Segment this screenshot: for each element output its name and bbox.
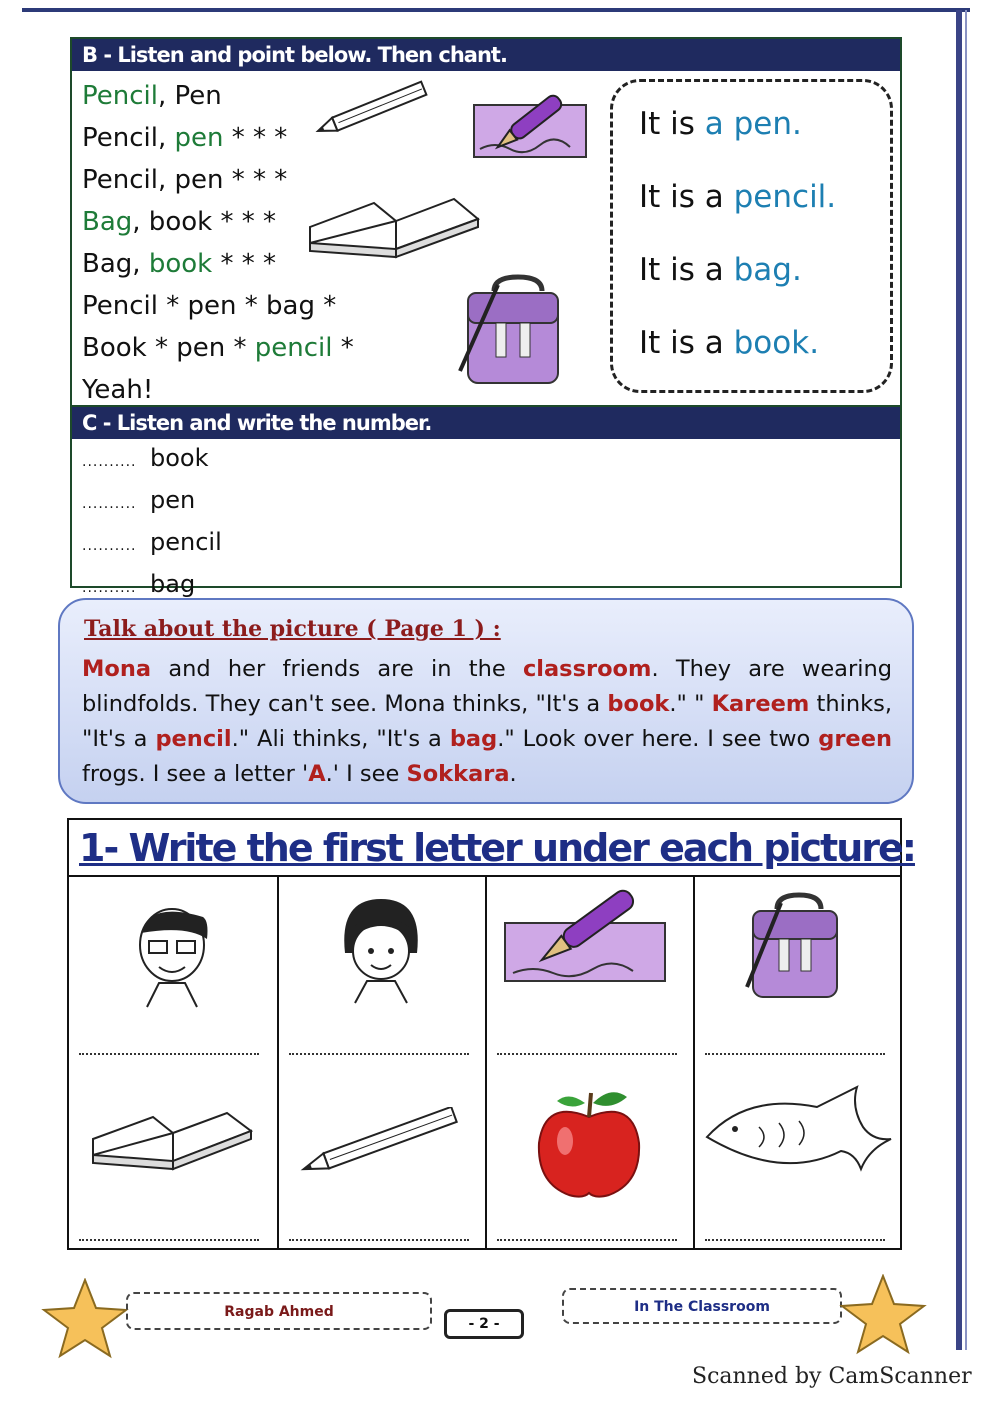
page-number: - 2 - [444, 1309, 524, 1339]
number-list [82, 439, 222, 607]
sentence-1 [639, 106, 802, 142]
pencil-icon [310, 79, 440, 139]
apple-icon [529, 1083, 649, 1203]
chant-word: * * * [212, 249, 276, 279]
talk-word: A [308, 761, 326, 787]
sentence-box [610, 79, 893, 393]
talk-word: . They are wearing blindfolds. They can't see. Mona thinks, "It's a [82, 656, 893, 717]
talk-word: . [509, 761, 517, 787]
chant-word: book [148, 249, 213, 279]
talk-word: and her friends are in the [151, 656, 523, 682]
sentence-2 [639, 179, 836, 215]
sentence-text: It is a [639, 252, 734, 288]
talk-word: Mona [82, 656, 152, 682]
chant-line [82, 285, 354, 327]
exercise-title: 1- Write the first letter under each picture: [79, 826, 915, 870]
section-c [70, 405, 902, 598]
section-c-heading: C - Listen and write the number. [72, 407, 900, 439]
sentence-3 [639, 252, 802, 288]
chant-word: Pencil, pen * * * [82, 165, 288, 195]
answer-line[interactable] [497, 1239, 677, 1241]
chant-word: pencil [254, 333, 333, 363]
chant-word: Bag, [82, 249, 149, 279]
answer-line[interactable] [705, 1053, 885, 1055]
chant-word: pen [174, 123, 224, 153]
grid-column-3 [485, 877, 689, 1250]
talk-word: Sokkara [406, 761, 510, 787]
exercise-1 [67, 818, 915, 1250]
chant-word: Pencil [82, 81, 158, 111]
watermark: Scanned by CamScanner [692, 1364, 972, 1389]
sentence-text: It is [639, 106, 705, 142]
sentence-text: a pen. [704, 106, 802, 142]
answer-line[interactable] [289, 1239, 469, 1241]
pencil-icon [293, 1107, 469, 1177]
bag-icon [745, 891, 845, 1001]
section-b-heading: B - Listen and point below. Then chant. [72, 39, 900, 71]
author-box: Ragab Ahmed [126, 1292, 432, 1330]
grid-column-2 [277, 877, 481, 1250]
sentence-text: bag. [733, 252, 802, 288]
sentence-text: It is a [639, 325, 734, 361]
unit-box: In The Classroom [562, 1288, 842, 1324]
pen-icon [499, 887, 671, 987]
talk-box [58, 598, 914, 804]
boy-icon [127, 897, 217, 1009]
talk-word: pencil [155, 726, 232, 752]
book-icon [304, 191, 484, 263]
list-item[interactable]: .......... pen [82, 486, 196, 514]
bag-icon [458, 271, 568, 389]
list-item[interactable]: .......... bag [82, 570, 196, 598]
chant-word: , book * * * [132, 207, 276, 237]
pen-icon [470, 87, 592, 162]
star-icon [40, 1278, 130, 1360]
talk-word: ." Look over here. I see two [497, 726, 819, 752]
chant-word: Bag [82, 207, 133, 237]
section-b [70, 37, 902, 407]
talk-word: .' I see [325, 761, 407, 787]
sentence-text: pencil. [733, 179, 837, 215]
fish-icon [699, 1077, 899, 1177]
chant-word: * [332, 333, 354, 363]
sentence-text: book. [733, 325, 820, 361]
picture-grid [69, 875, 900, 1250]
talk-word: green [818, 726, 892, 752]
chant-word: Pencil * pen * bag * [82, 291, 337, 321]
chant-line [82, 327, 354, 369]
answer-line[interactable] [497, 1053, 677, 1055]
talk-word: thinks, "It's a [82, 691, 893, 752]
chant-word: Book * pen * [82, 333, 255, 363]
star-icon [838, 1274, 928, 1356]
top-border [22, 8, 970, 12]
answer-line[interactable] [79, 1239, 259, 1241]
answer-line[interactable] [79, 1053, 259, 1055]
talk-word: ." Ali thinks, "It's a [231, 726, 450, 752]
right-border-thin [965, 10, 967, 1350]
grid-column-1 [69, 877, 273, 1250]
chant-word: , Pen [157, 81, 222, 111]
sentence-text: It is a [639, 179, 734, 215]
answer-line[interactable] [705, 1239, 885, 1241]
talk-word: bag [449, 726, 498, 752]
talk-text [82, 652, 892, 792]
chant-word: Yeah! [82, 375, 154, 405]
chant-word: Pencil, [82, 123, 175, 153]
talk-word: Kareem [711, 691, 810, 717]
answer-line[interactable] [289, 1053, 469, 1055]
list-item[interactable]: .......... pencil [82, 528, 222, 556]
book-icon [87, 1105, 257, 1175]
list-item[interactable]: .......... book [82, 444, 209, 472]
talk-word: frogs. I see a letter ' [82, 761, 309, 787]
talk-word: ." " [669, 691, 712, 717]
grid-column-4 [693, 877, 897, 1250]
sentence-4 [639, 325, 819, 361]
talk-word: book [607, 691, 670, 717]
right-border [956, 10, 962, 1350]
talk-word: classroom [522, 656, 652, 682]
talk-title: Talk about the picture ( Page 1 ) : [84, 616, 501, 642]
chant-word: * * * [223, 123, 288, 153]
girl-icon [333, 893, 429, 1005]
